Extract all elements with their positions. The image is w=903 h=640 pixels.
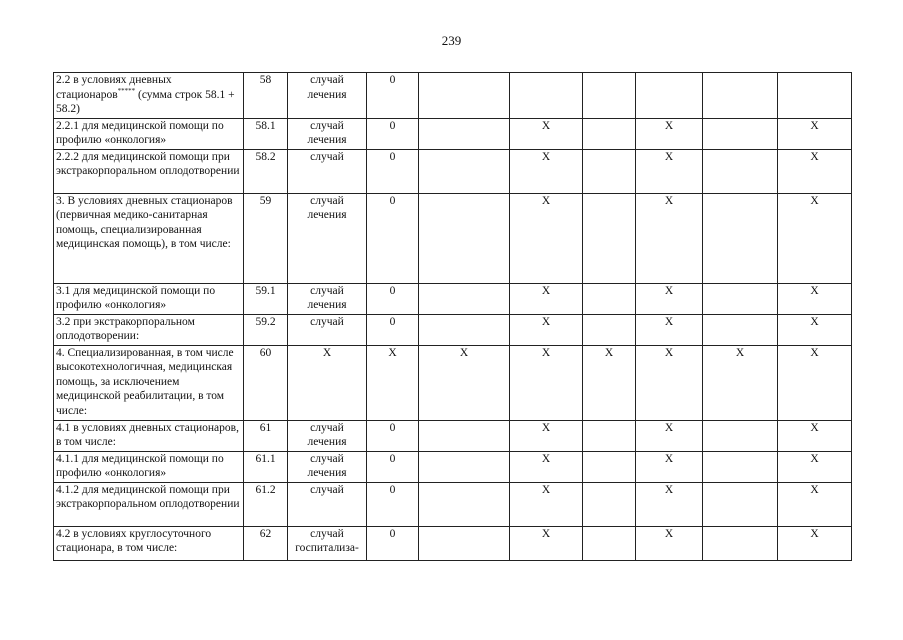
cell-c4: 0 (367, 118, 419, 149)
cell-c10: X (778, 193, 852, 283)
cell-c4: 0 (367, 526, 419, 560)
row-label-footnote-mark: ***** (117, 86, 136, 95)
cell-c7: X (583, 345, 636, 420)
cell-code: 58.2 (244, 149, 288, 193)
cell-code: 58.1 (244, 118, 288, 149)
row-label (54, 73, 244, 119)
cell-c10: X (778, 345, 852, 420)
cell-c8: X (636, 345, 703, 420)
table-row (54, 283, 852, 314)
cell-c6: X (510, 526, 583, 560)
cell-c10: X (778, 314, 852, 345)
cell-c8: X (636, 193, 703, 283)
cell-c5 (419, 420, 510, 451)
table-row (54, 482, 852, 526)
row-label-tail: (сумма строк 58.1 + 58.2) (56, 88, 235, 115)
table-row (54, 345, 852, 420)
cell-c8: X (636, 482, 703, 526)
cell-unit: случай лечения (288, 193, 367, 283)
cell-c9 (703, 451, 778, 482)
page-number: 239 (441, 33, 462, 48)
cell-c8: X (636, 149, 703, 193)
cell-c7 (583, 526, 636, 560)
cell-c6: X (510, 149, 583, 193)
cell-c4: 0 (367, 314, 419, 345)
cell-unit: случай лечения (288, 283, 367, 314)
table-row (54, 451, 852, 482)
row-label (54, 482, 244, 526)
data-table (53, 72, 852, 561)
cell-c9 (703, 420, 778, 451)
row-label (54, 314, 244, 345)
table-row (54, 193, 852, 283)
cell-c7 (583, 314, 636, 345)
cell-c7 (583, 118, 636, 149)
cell-c5 (419, 118, 510, 149)
row-label-text: 4.1.1 для медицинской помощи по профилю «онкология» (56, 452, 224, 479)
cell-c4: 0 (367, 482, 419, 526)
cell-c10: X (778, 118, 852, 149)
cell-c5 (419, 149, 510, 193)
cell-c4: 0 (367, 149, 419, 193)
cell-c9 (703, 526, 778, 560)
row-label (54, 193, 244, 283)
cell-c6: X (510, 193, 583, 283)
cell-code: 59.1 (244, 283, 288, 314)
cell-unit: случай (288, 482, 367, 526)
cell-c9: X (703, 345, 778, 420)
cell-unit: X (288, 345, 367, 420)
cell-c9 (703, 314, 778, 345)
cell-c10: X (778, 451, 852, 482)
row-label (54, 420, 244, 451)
cell-code: 59 (244, 193, 288, 283)
cell-unit: случай лечения (288, 118, 367, 149)
row-label-text: 2.2.2 для медицинской помощи при экстракорпоральном оплодотворении (56, 150, 240, 177)
cell-c6: X (510, 314, 583, 345)
row-label-text: 4.1.2 для медицинской помощи при экстракорпоральном оплодотворении (56, 483, 240, 510)
cell-c5 (419, 526, 510, 560)
table-row (54, 420, 852, 451)
row-label (54, 118, 244, 149)
cell-code: 61.1 (244, 451, 288, 482)
row-label (54, 526, 244, 560)
cell-unit: случай лечения (288, 420, 367, 451)
row-label-text: 4.2 в условиях круглосуточного стационара, в том числе: (56, 527, 212, 554)
row-label-text: 4.1 в условиях дневных стационаров, в том числе: (56, 421, 239, 448)
row-label-text: 3. В условиях дневных стационаров (первичная медико-санитарная помощь, специализированная медицинская помощь), в том числе: (56, 194, 233, 250)
row-label (54, 283, 244, 314)
row-label (54, 149, 244, 193)
cell-unit: случай госпитализа- (288, 526, 367, 560)
cell-c7 (583, 283, 636, 314)
cell-c6: X (510, 345, 583, 420)
cell-c10: X (778, 526, 852, 560)
cell-c7 (583, 73, 636, 119)
cell-c8: X (636, 526, 703, 560)
cell-c7 (583, 482, 636, 526)
row-label-text: 3.2 при экстракорпоральном оплодотворении: (56, 315, 195, 342)
cell-c9 (703, 482, 778, 526)
cell-c6 (510, 73, 583, 119)
cell-c8: X (636, 118, 703, 149)
cell-unit: случай (288, 314, 367, 345)
cell-c6: X (510, 118, 583, 149)
cell-c6: X (510, 451, 583, 482)
cell-c6: X (510, 482, 583, 526)
cell-c4: 0 (367, 451, 419, 482)
cell-c8 (636, 73, 703, 119)
cell-c5 (419, 193, 510, 283)
table-row (54, 118, 852, 149)
cell-c8: X (636, 314, 703, 345)
table-row (54, 314, 852, 345)
cell-c10: X (778, 482, 852, 526)
cell-c5 (419, 451, 510, 482)
cell-c7 (583, 451, 636, 482)
row-label (54, 345, 244, 420)
cell-c5: X (419, 345, 510, 420)
row-label (54, 451, 244, 482)
cell-c7 (583, 149, 636, 193)
cell-unit: случай (288, 149, 367, 193)
cell-code: 59.2 (244, 314, 288, 345)
cell-unit: случай лечения (288, 451, 367, 482)
cell-c9 (703, 73, 778, 119)
cell-c6: X (510, 420, 583, 451)
cell-c6: X (510, 283, 583, 314)
cell-c8: X (636, 283, 703, 314)
cell-c5 (419, 283, 510, 314)
row-label-text: 2.2 в условиях дневных стационаров (56, 74, 172, 101)
cell-code: 62 (244, 526, 288, 560)
cell-c4: 0 (367, 283, 419, 314)
cell-c9 (703, 118, 778, 149)
cell-code: 60 (244, 345, 288, 420)
cell-c10: X (778, 420, 852, 451)
row-label-text: 4. Специализированная, в том числе высокотехнологичная, медицинская помощь, за исключением медицинской реабилитации, в том числе: (56, 346, 234, 417)
cell-c7 (583, 193, 636, 283)
cell-c4: 0 (367, 73, 419, 119)
cell-c4: 0 (367, 193, 419, 283)
cell-c9 (703, 283, 778, 314)
cell-c5 (419, 73, 510, 119)
cell-c10: X (778, 283, 852, 314)
cell-c8: X (636, 451, 703, 482)
cell-code: 61 (244, 420, 288, 451)
table-row (54, 73, 852, 119)
cell-c7 (583, 420, 636, 451)
cell-code: 58 (244, 73, 288, 119)
cell-c9 (703, 193, 778, 283)
cell-code: 61.2 (244, 482, 288, 526)
cell-c5 (419, 482, 510, 526)
cell-c4: X (367, 345, 419, 420)
row-label-text: 3.1 для медицинской помощи по профилю «онкология» (56, 284, 216, 311)
cell-c4: 0 (367, 420, 419, 451)
cell-c8: X (636, 420, 703, 451)
cell-c10 (778, 73, 852, 119)
cell-unit: случай лечения (288, 73, 367, 119)
row-label-text: 2.2.1 для медицинской помощи по профилю «онкология» (56, 119, 224, 146)
table-row (54, 526, 852, 560)
cell-c10: X (778, 149, 852, 193)
table-row (54, 149, 852, 193)
cell-c9 (703, 149, 778, 193)
cell-c5 (419, 314, 510, 345)
